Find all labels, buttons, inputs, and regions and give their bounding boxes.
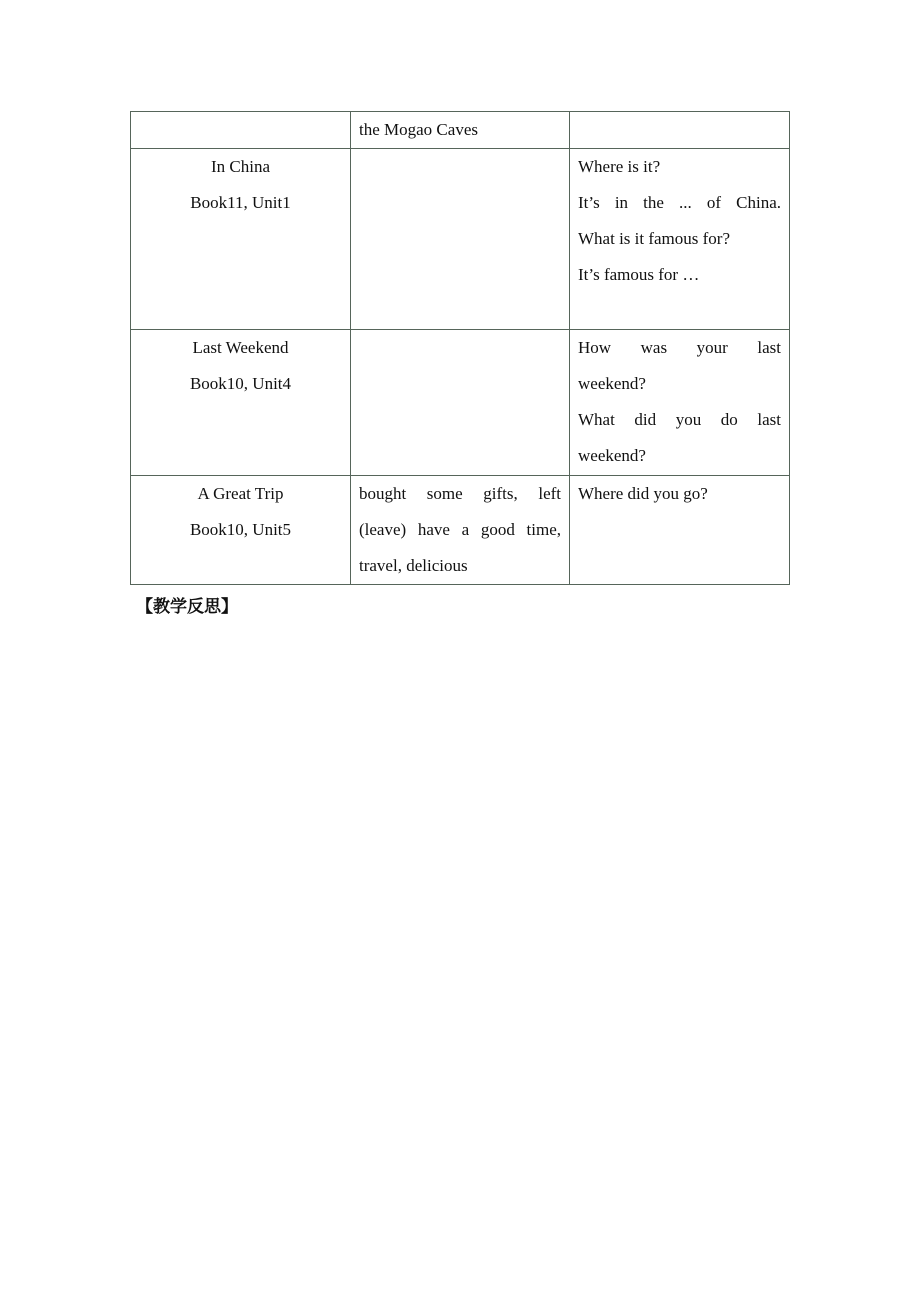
table-row [131, 330, 790, 476]
cell-line: Book11, Unit1 [190, 193, 291, 212]
topic-cell [131, 112, 351, 149]
cell-line: Book10, Unit5 [189, 520, 292, 539]
cell-line: In China [210, 157, 271, 176]
cell-line: What is it famous for? [578, 229, 731, 248]
cell-line: bought some gifts, left [359, 484, 561, 503]
cell-line: the Mogao Caves [359, 120, 478, 139]
lesson-table [130, 111, 790, 585]
cell-line: It’s in the ... of China. [578, 193, 781, 212]
cell-line: Where did you go? [578, 484, 708, 503]
table-row [131, 476, 790, 585]
cell-line: travel, delicious [359, 556, 468, 575]
vocabulary-cell [351, 112, 570, 149]
topic-cell [131, 149, 351, 330]
vocabulary-cell [351, 149, 570, 330]
vocabulary-cell [351, 476, 570, 585]
section-heading: 【教学反思】 [136, 597, 238, 617]
cell-line: It’s famous for … [578, 265, 700, 284]
cell-line: weekend? [578, 374, 646, 393]
topic-cell [131, 476, 351, 585]
cell-line: Where is it? [578, 157, 661, 176]
table-row [131, 112, 790, 149]
sentences-cell [570, 330, 790, 476]
sentences-cell [570, 149, 790, 330]
cell-line: A Great Trip [197, 484, 284, 503]
sentences-cell [570, 476, 790, 585]
cell-line: (leave) have a good time, [359, 520, 561, 539]
topic-cell [131, 330, 351, 476]
table-row [131, 149, 790, 330]
cell-line: Last Weekend [192, 338, 289, 357]
cell-line: How was your last [578, 338, 781, 357]
cell-line: weekend? [578, 446, 646, 465]
sentences-cell [570, 112, 790, 149]
cell-line: What did you do last [578, 410, 781, 429]
vocabulary-cell [351, 330, 570, 476]
cell-line: Book10, Unit4 [189, 374, 292, 393]
